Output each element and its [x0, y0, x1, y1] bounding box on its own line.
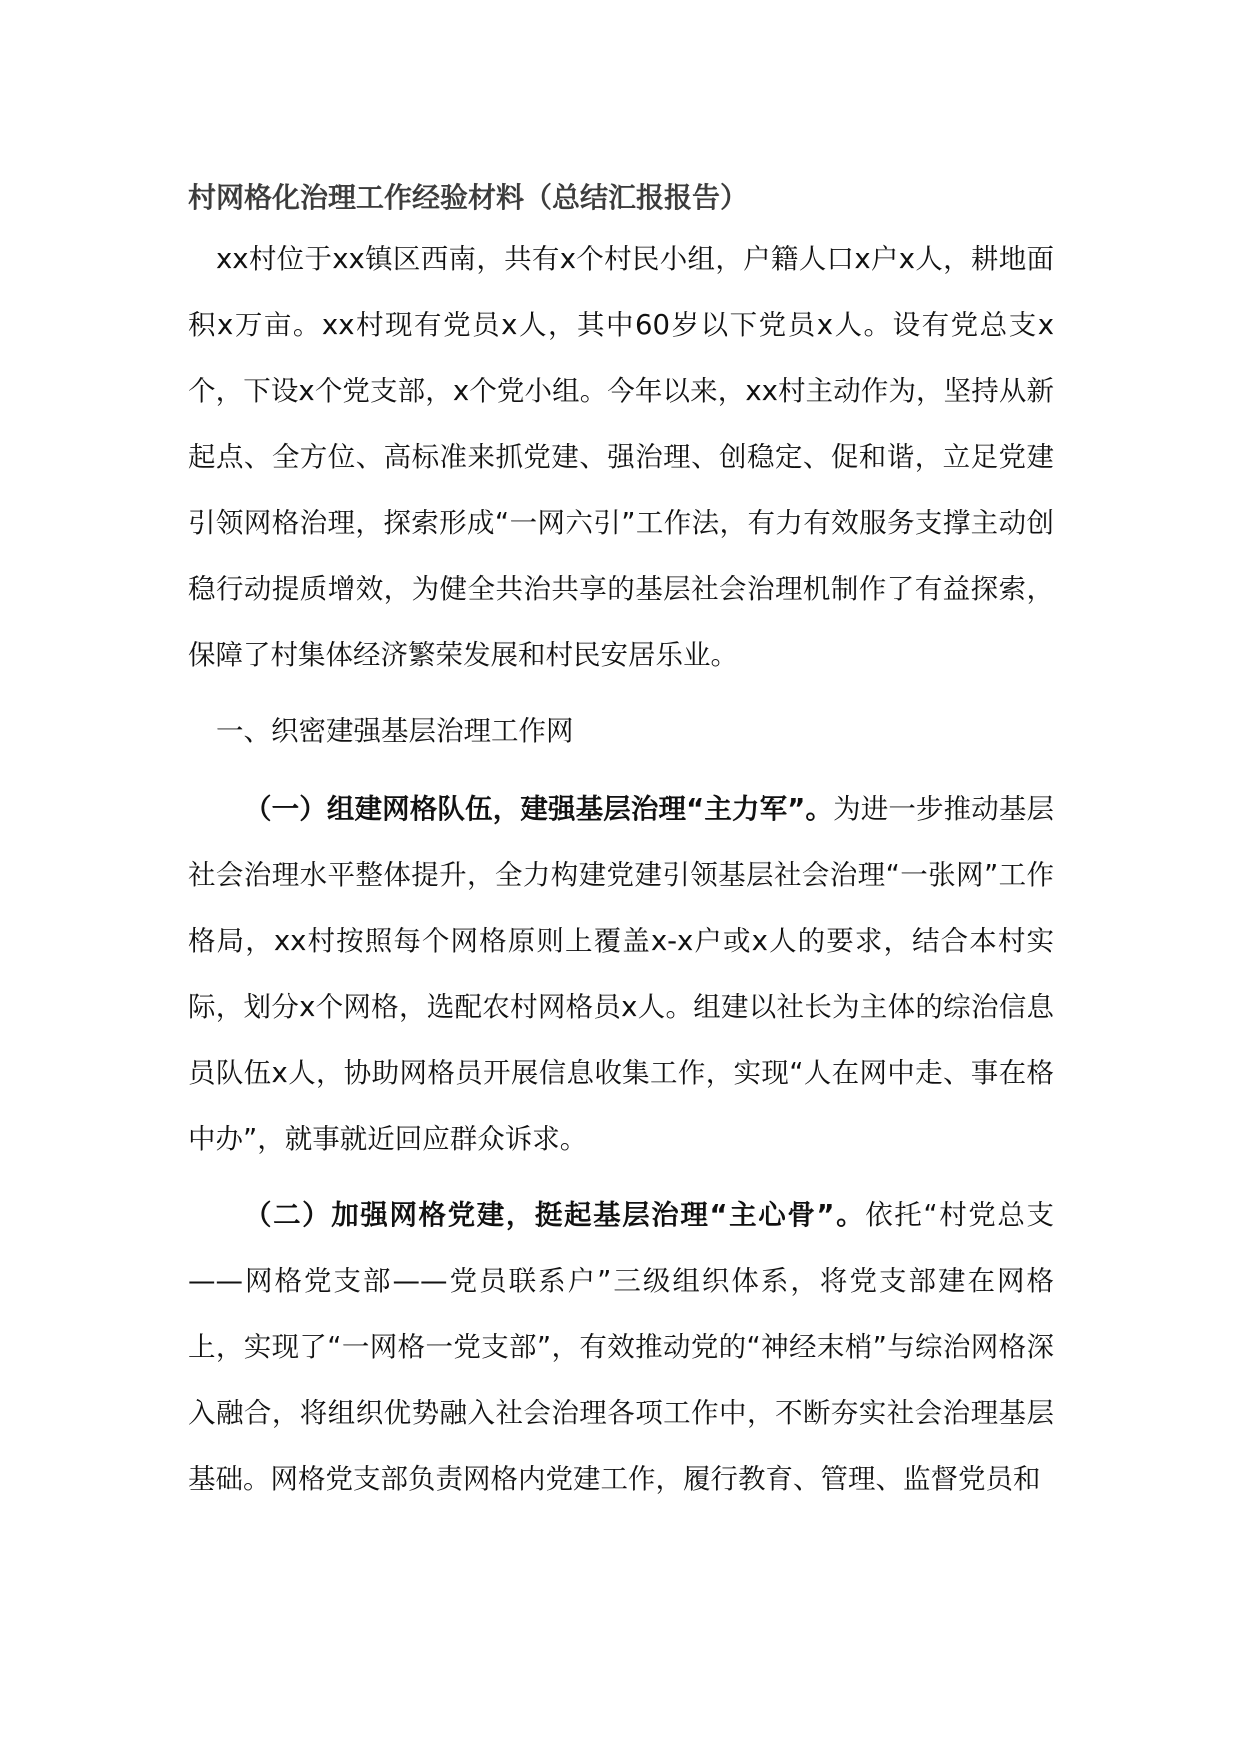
subsection-1-body: 为进一步推动基层社会治理水平整体提升，全力构建党建引领基层社会治理“一张网”工作格局，xx村按照每个网格原则上覆盖x-x户或x人的要求，结合本村实际，划分x个网格，选配农村网格员x人。组建以社长为主体的综治信息员队伍x人，协助网格员开展信息收集工作，实现“人在网中走、事在格中办”，就事就近回应群众诉求。: [188, 793, 1054, 1155]
subsection-2-body: 依托“村党总支——网格党支部——党员联系户”三级组织体系，将党支部建在网格上，实现了“一网格一党支部”，有效推动党的“神经末梢”与综治网格深入融合，将组织优势融入社会治理各项工作中，不断夯实社会治理基层基础。网格党支部负责网格内党建工作，履行教育、管理、监督党员和: [188, 1199, 1054, 1495]
subsection-1-lead: （一）组建网格队伍，建强基层治理“主力军”。: [244, 793, 834, 825]
intro-paragraph: xx村位于xx镇区西南，共有x个村民小组，户籍人口x户x人，耕地面积x万亩。xx村现有党员x人，其中60岁以下党员x人。设有党总支x个，下设x个党支部，x个党小组。今年以来，xx村主动作为，坚持从新起点、全方位、高标准来抓党建、强治理、创稳定、促和谐，立足党建引领网格治理，探索形成“一网六引”工作法，有力有效服务支撑主动创稳行动提质增效，为健全共治共享的基层社会治理机制作了有益探索，保障了村集体经济繁荣发展和村民安居乐业。: [188, 243, 1054, 671]
subsection-2-paragraph: [188, 1182, 1054, 1512]
subsection-1-paragraph: [188, 776, 1054, 1172]
subsection-2-lead: （二）加强网格党建，挺起基层治理“主心骨”。: [244, 1199, 866, 1231]
document-title: 村网格化治理工作经验材料（总结汇报报告）: [188, 181, 749, 214]
section-heading-1: 一、织密建强基层治理工作网: [216, 715, 574, 747]
